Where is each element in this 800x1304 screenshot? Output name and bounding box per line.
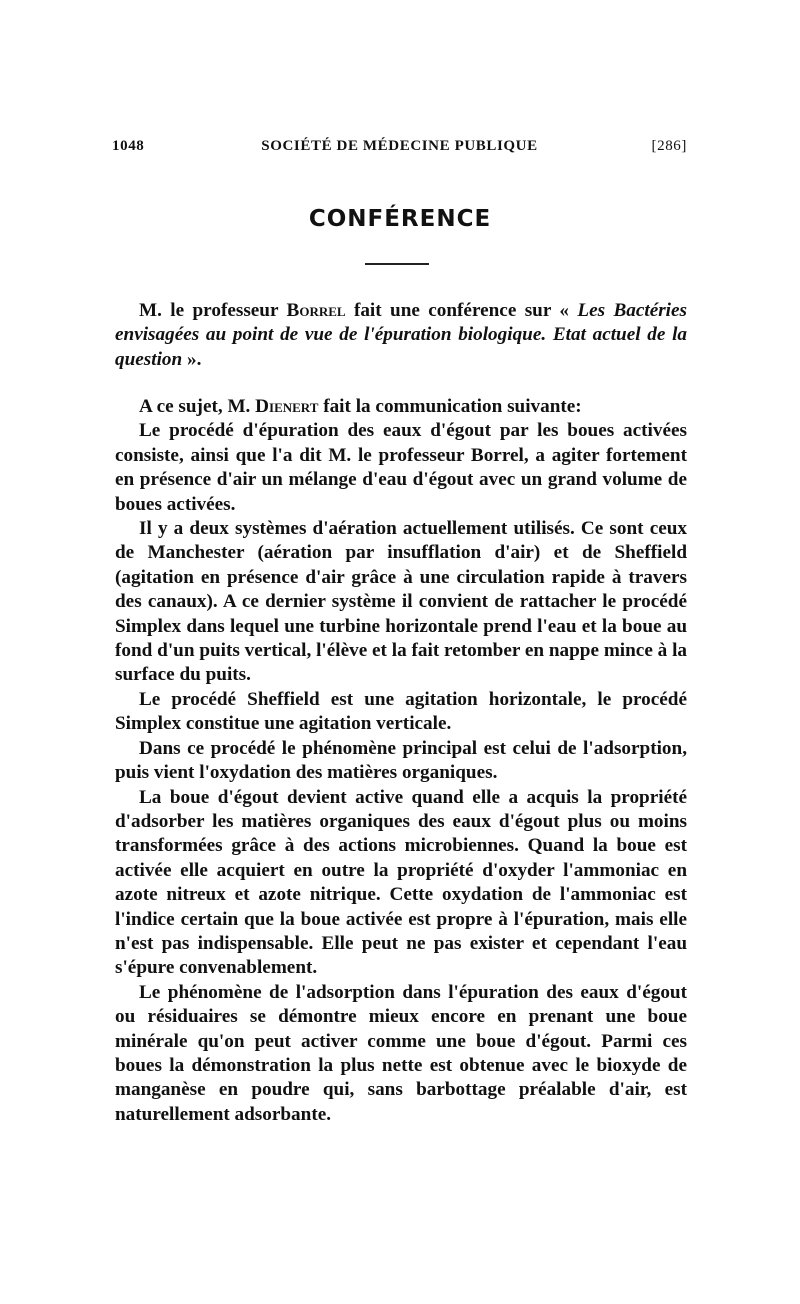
running-title: SOCIÉTÉ DE MÉDECINE PUBLIQUE [261,138,538,154]
intro-mid: fait une conférence sur « [345,300,578,321]
reference-number: [286] [651,138,687,154]
section-title: CONFÉRENCE [308,206,492,232]
paragraph: Le procédé d'épuration des eaux d'égout par les boues activées consiste, ainsi que l'a dit M. le professeur Borrel, a agiter fortement en présence d'air un mélange d'eau d'égout avec un grand volume de boues activées. [115,420,687,515]
page-header [112,138,687,162]
intro-paragraph [115,299,687,372]
communication-suffix: fait la communication suivante: [318,396,582,417]
paragraph: Dans ce procédé le phénomène principal est celui de l'adsorption, puis vient l'oxydation des matières organiques. [115,737,687,784]
paragraph: Le phénomène de l'adsorption dans l'épuration des eaux d'égout ou résiduaires se démontre mieux encore en prenant une boue minérale qu'on peut activer comme une boue d'égout. Parmi ces boues la démonstration la plus nette est obtenue avec le bioxyde de manganèse en poudre qui, sans barbottage préalable d'air, est naturellement adsorbante. [115,981,687,1125]
intro-suffix: ». [182,348,202,370]
speaker-name: Borrel [286,300,346,321]
paragraph: Le procédé Sheffield est une agitation horizontale, le procédé Simplex constitue une agitation verticale. [115,688,687,735]
main-text [115,395,687,1127]
communication-prefix: A ce sujet, M. [139,396,256,417]
title-divider [365,263,429,265]
communicator-name: Dienert [255,396,319,417]
talk-title: Les Bactéries envisagées au point de vue de l'épuration biologique. Etat actuel de la question [115,300,687,370]
intro-prefix: M. le professeur [139,300,287,321]
paragraph: Il y a deux systèmes d'aération actuellement utilisés. Ce sont ceux de Manchester (aération par insufflation d'air) et de Sheffield (agitation en présence d'air grâce à une circulation rapide à travers des canaux). A ce dernier système il convient de rattacher le procédé Simplex dans lequel une turbine horizontale prend l'eau et la boue au fond d'un puits vertical, l'élève et la fait retomber en nappe mince à la surface du puits. [115,518,687,686]
paragraph: La boue d'égout devient active quand elle a acquis la propriété d'adsorber les matières organiques des eaux d'égout plus ou moins transformées grâce à des actions microbiennes. Quand la boue est activée elle acquiert en outre la propriété d'oxyder l'ammoniac en azote nitreux et azote nitrique. Cette oxydation de l'ammoniac est l'indice certain que la boue activée est propre à l'épuration, mais elle n'est pas indispensable. Elle peut ne pas exister et cependant l'eau s'épure convenablement. [115,786,687,979]
page-number: 1048 [112,138,145,154]
